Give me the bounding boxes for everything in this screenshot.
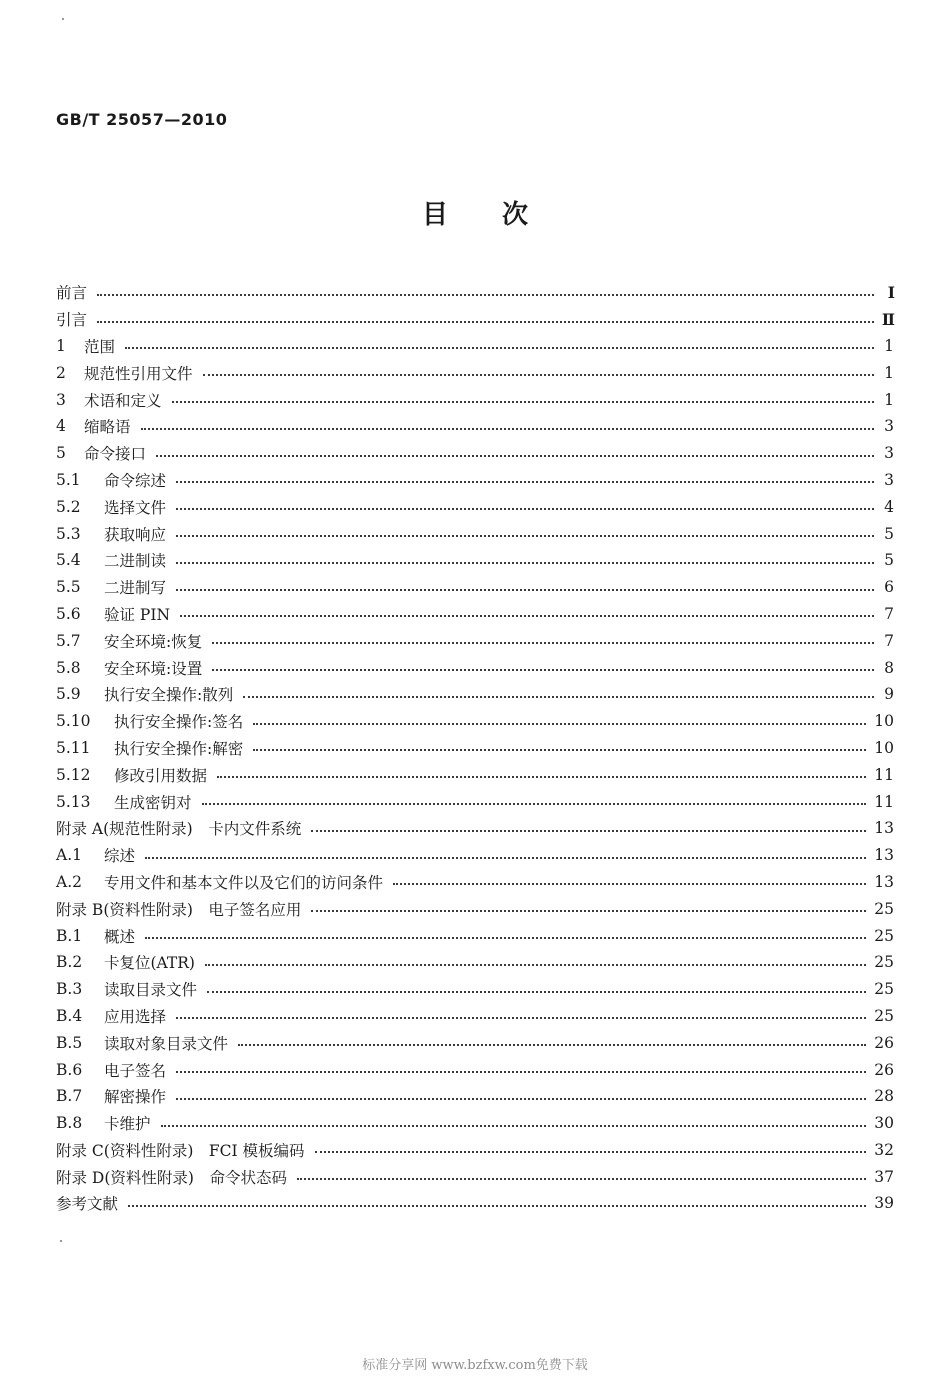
- scan-mark: [60, 1240, 62, 1242]
- toc-entry-title: 读取对象目录文件: [104, 1034, 229, 1053]
- toc-entry-page-number: 13: [874, 819, 894, 838]
- toc-entry[interactable]: [56, 1163, 894, 1190]
- toc-entry[interactable]: [56, 681, 894, 708]
- dot-leader: [145, 936, 866, 939]
- toc-entry[interactable]: [56, 1056, 894, 1083]
- toc-entry-title: 解密操作: [104, 1088, 167, 1107]
- toc-entry[interactable]: [56, 976, 894, 1003]
- toc-entry[interactable]: [56, 520, 894, 547]
- toc-entry[interactable]: [56, 601, 894, 628]
- toc-entry-page-number: 9: [884, 685, 894, 704]
- toc-entry[interactable]: [56, 842, 894, 869]
- toc-entry-title: 命令综述: [104, 471, 167, 490]
- toc-entry[interactable]: [56, 1003, 894, 1030]
- toc-entry[interactable]: [56, 815, 894, 842]
- toc-entry-title: 前言: [56, 284, 88, 303]
- toc-entry-page-number: 13: [874, 872, 894, 891]
- toc-entry-page-number: 37: [874, 1167, 894, 1186]
- dot-leader: [212, 668, 874, 671]
- toc-entry-number: B.4: [56, 1006, 83, 1025]
- dot-leader: [202, 802, 867, 805]
- toc-entry-number: 5.12: [56, 765, 91, 784]
- toc-entry-title: 执行安全操作:签名: [114, 713, 244, 732]
- toc-entry[interactable]: [56, 788, 894, 815]
- toc-entry-number: B.7: [56, 1087, 83, 1106]
- toc-entry[interactable]: [56, 1110, 894, 1137]
- toc-entry-page-number: 26: [874, 1033, 894, 1052]
- toc-entry[interactable]: [56, 333, 894, 360]
- toc-entry-number: 5.7: [56, 631, 81, 650]
- toc-entry[interactable]: [56, 895, 894, 922]
- toc-entry[interactable]: [56, 386, 894, 413]
- toc-entry[interactable]: [56, 493, 894, 520]
- toc-entry-page-number: 3: [884, 470, 894, 489]
- dot-leader: [238, 1043, 866, 1046]
- scan-mark: [62, 18, 64, 20]
- toc-entry[interactable]: [56, 1029, 894, 1056]
- toc-entry-number: B.2: [56, 953, 83, 972]
- toc-entry-number: B.1: [56, 926, 83, 945]
- toc-entry-number: A.2: [56, 872, 82, 891]
- toc-entry-page-number: 10: [874, 738, 894, 757]
- toc-entry[interactable]: [56, 413, 894, 440]
- dot-leader: [145, 856, 866, 859]
- dot-leader: [156, 454, 874, 457]
- toc-entry-title: 术语和定义: [84, 391, 162, 410]
- watermark: 标准分享网 www.bzfxw.com免费下载: [362, 1358, 588, 1373]
- toc-entry-number: B.6: [56, 1060, 83, 1079]
- toc-entry-number: 5.4: [56, 551, 81, 570]
- toc-entry-number: 3: [56, 390, 66, 409]
- toc-entry-page-number: 25: [874, 953, 894, 972]
- toc-entry-page-number: 10: [874, 712, 894, 731]
- toc-entry-number: B.8: [56, 1114, 83, 1133]
- toc-entry-title: 执行安全操作:解密: [114, 739, 244, 758]
- dot-leader: [217, 775, 866, 778]
- toc-entry-title: 执行安全操作:散列: [104, 686, 234, 705]
- dot-leader: [97, 320, 874, 323]
- dot-leader: [315, 1150, 867, 1153]
- toc-entry-title: 卡复位(ATR): [104, 954, 195, 973]
- toc-entry-title: 安全环境:恢复: [104, 632, 203, 651]
- toc-entry-number: 5.5: [56, 578, 81, 597]
- toc-entry[interactable]: [56, 306, 894, 333]
- dot-leader: [212, 641, 874, 644]
- toc-entry-number: A.1: [56, 846, 82, 865]
- toc-entry-page-number: 1: [884, 336, 894, 355]
- toc-entry-page-number: 1: [884, 390, 894, 409]
- dot-leader: [205, 963, 866, 966]
- dot-leader: [253, 722, 866, 725]
- toc-entry-title: 专用文件和基本文件以及它们的访问条件: [104, 873, 384, 892]
- dot-leader: [207, 990, 866, 993]
- dot-leader: [311, 909, 866, 912]
- toc-entry-page-number: 5: [884, 524, 894, 543]
- toc-entry[interactable]: [56, 1137, 894, 1164]
- dot-leader: [172, 400, 874, 403]
- toc-entry[interactable]: [56, 547, 894, 574]
- toc-entry-number: 5: [56, 444, 66, 463]
- toc-entry[interactable]: [56, 922, 894, 949]
- toc-entry[interactable]: [56, 761, 894, 788]
- toc-entry[interactable]: [56, 1083, 894, 1110]
- toc-entry-page-number: 32: [874, 1140, 894, 1159]
- toc-entry[interactable]: [56, 627, 894, 654]
- toc-entry-title: 生成密钥对: [114, 793, 192, 812]
- toc-entry[interactable]: [56, 279, 894, 306]
- toc-entry-number: 5.10: [56, 712, 91, 731]
- dot-leader: [297, 1177, 866, 1180]
- dot-leader: [128, 1204, 866, 1207]
- page-title: [0, 194, 950, 231]
- toc-entry-page-number: 5: [884, 551, 894, 570]
- toc-entry[interactable]: [56, 869, 894, 896]
- toc-entry-number: 5.9: [56, 685, 81, 704]
- dot-leader: [180, 614, 874, 617]
- toc-entry-number: 5.3: [56, 524, 81, 543]
- toc-entry-title: 二进制读: [104, 552, 167, 571]
- toc-entry[interactable]: [56, 735, 894, 762]
- toc-entry-page-number: 25: [874, 980, 894, 999]
- dot-leader: [203, 373, 874, 376]
- table-of-contents: [56, 279, 894, 1217]
- toc-entry[interactable]: [56, 467, 894, 494]
- toc-entry-title: 缩略语: [84, 418, 131, 437]
- dot-leader: [176, 1097, 866, 1100]
- toc-entry[interactable]: [56, 359, 894, 386]
- toc-entry-page-number: Ⅰ: [887, 282, 894, 302]
- toc-entry-number: 2: [56, 363, 66, 382]
- toc-entry-title: 引言: [56, 311, 88, 330]
- toc-entry-page-number: 3: [884, 444, 894, 463]
- toc-entry-title: 读取目录文件: [104, 981, 198, 1000]
- toc-entry[interactable]: [56, 654, 894, 681]
- toc-entry-page-number: 3: [884, 417, 894, 436]
- dot-leader: [176, 534, 874, 537]
- toc-entry-title: 参考文献: [56, 1195, 119, 1214]
- toc-entry[interactable]: [56, 708, 894, 735]
- toc-entry-title: 验证 PIN: [104, 605, 171, 624]
- toc-entry[interactable]: [56, 1190, 894, 1217]
- toc-entry-number: 4: [56, 417, 66, 436]
- dot-leader: [311, 829, 866, 832]
- dot-leader: [243, 695, 874, 698]
- toc-entry-title: 选择文件: [104, 498, 167, 517]
- title-char-2: 次: [502, 200, 529, 230]
- dot-leader: [176, 1070, 866, 1073]
- toc-entry-number: 1: [56, 336, 66, 355]
- toc-entry-page-number: 25: [874, 899, 894, 918]
- dot-leader: [141, 427, 874, 430]
- toc-entry-page-number: 39: [874, 1194, 894, 1213]
- dot-leader: [393, 882, 866, 885]
- toc-entry-page-number: 6: [884, 578, 894, 597]
- toc-entry-page-number: 7: [884, 604, 894, 623]
- toc-entry-number: 5.8: [56, 658, 81, 677]
- toc-entry[interactable]: [56, 574, 894, 601]
- toc-entry-title: 电子签名: [104, 1061, 167, 1080]
- toc-entry-page-number: 7: [884, 631, 894, 650]
- dot-leader: [176, 561, 874, 564]
- toc-entry-title: 附录 A(规范性附录) 卡内文件系统: [56, 820, 302, 839]
- toc-entry-page-number: 25: [874, 926, 894, 945]
- toc-entry-number: 5.2: [56, 497, 81, 516]
- toc-entry-page-number: 28: [874, 1087, 894, 1106]
- title-char-1: 目: [421, 200, 448, 230]
- toc-entry-page-number: Ⅱ: [881, 309, 894, 329]
- toc-entry-number: 5.13: [56, 792, 91, 811]
- toc-entry-page-number: 30: [874, 1114, 894, 1133]
- toc-entry-page-number: 13: [874, 846, 894, 865]
- toc-entry-page-number: 11: [874, 792, 894, 811]
- dot-leader: [176, 1016, 866, 1019]
- dot-leader: [176, 507, 874, 510]
- dot-leader: [161, 1124, 867, 1127]
- toc-entry-page-number: 25: [874, 1006, 894, 1025]
- toc-entry-title: 获取响应: [104, 525, 167, 544]
- toc-entry-title: 修改引用数据: [114, 766, 208, 785]
- toc-entry-title: 应用选择: [104, 1007, 167, 1026]
- standard-number: GB/T 25057—2010: [56, 110, 228, 129]
- toc-entry-title: 附录 B(资料性附录) 电子签名应用: [56, 900, 302, 919]
- toc-entry-title: 二进制写: [104, 579, 167, 598]
- dot-leader: [176, 480, 874, 483]
- toc-entry-number: B.5: [56, 1033, 83, 1052]
- toc-entry-number: 5.6: [56, 604, 81, 623]
- toc-entry-title: 卡维护: [104, 1115, 151, 1134]
- toc-entry-page-number: 11: [874, 765, 894, 784]
- dot-leader: [125, 346, 874, 349]
- dot-leader: [97, 293, 874, 296]
- dot-leader: [176, 588, 874, 591]
- toc-entry-page-number: 26: [874, 1060, 894, 1079]
- toc-entry-title: 命令接口: [84, 445, 147, 464]
- toc-entry-title: 概述: [104, 927, 136, 946]
- toc-entry-page-number: 8: [884, 658, 894, 677]
- dot-leader: [253, 748, 866, 751]
- toc-entry-title: 范围: [84, 337, 116, 356]
- toc-entry-title: 附录 C(资料性附录) FCI 模板编码: [56, 1141, 305, 1160]
- toc-entry-title: 规范性引用文件: [84, 364, 193, 383]
- toc-entry-number: 5.11: [56, 738, 91, 757]
- toc-entry-page-number: 1: [884, 363, 894, 382]
- toc-entry[interactable]: [56, 440, 894, 467]
- toc-entry-title: 附录 D(资料性附录) 命令状态码: [56, 1168, 287, 1187]
- toc-entry-number: B.3: [56, 980, 83, 999]
- toc-entry-title: 综述: [104, 847, 136, 866]
- toc-entry-title: 安全环境:设置: [104, 659, 203, 678]
- toc-entry[interactable]: [56, 949, 894, 976]
- toc-entry-number: 5.1: [56, 470, 81, 489]
- toc-entry-page-number: 4: [884, 497, 894, 516]
